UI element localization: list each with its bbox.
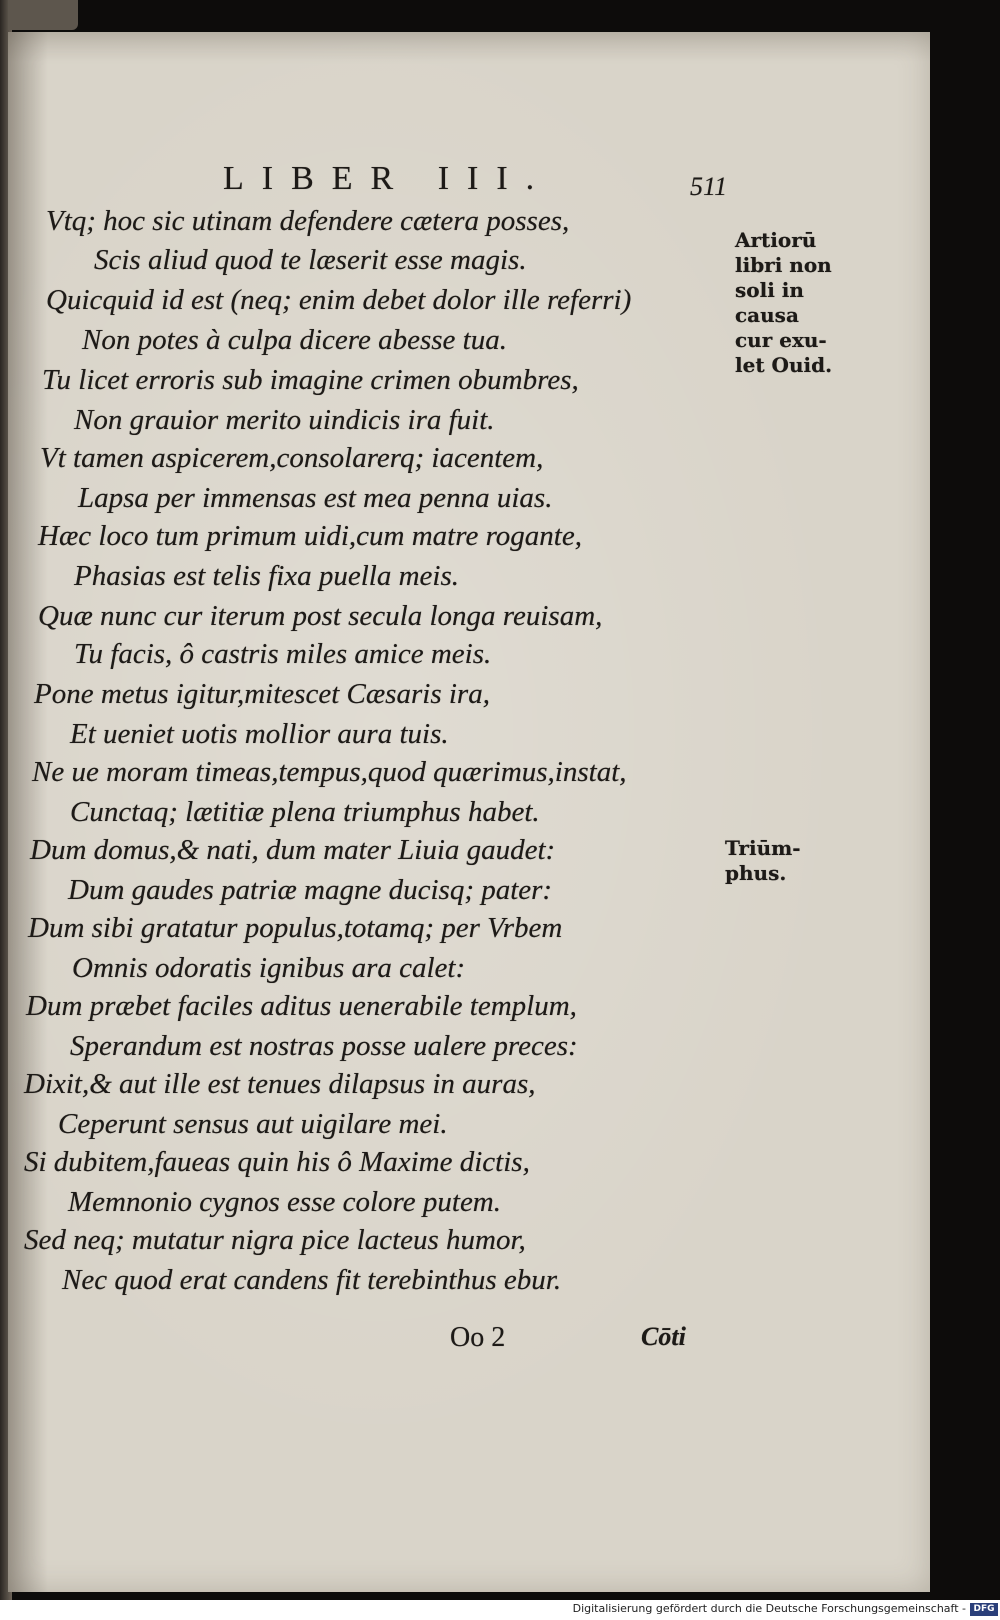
verse-line: Vtq; hoc sic utinam defendere cætera posses,: [46, 205, 570, 237]
verse-block: [8, 32, 708, 1352]
marginal-note-line: cur exu-: [735, 328, 827, 352]
verse-line: Dum domus,& nati, dum mater Liuia gaudet:: [30, 834, 556, 866]
verse-line: Vt tamen aspicerem,consolarerq; iacentem,: [40, 442, 544, 474]
verse-line: Scis aliud quod te læserit esse magis.: [94, 244, 527, 276]
verse-line: Pone metus igitur,mitescet Cæsaris ira,: [34, 678, 490, 710]
verse-line: Et ueniet uotis mollior aura tuis.: [70, 718, 449, 750]
verse-line: Dum præbet faciles aditus uenerabile templum,: [26, 990, 577, 1022]
verse-line: Memnonio cygnos esse colore putem.: [68, 1186, 502, 1218]
book-page: [8, 32, 930, 1592]
verse-line: Cunctaq; lætitiæ plena triumphus habet.: [70, 796, 540, 828]
verse-line: Non potes à culpa dicere abesse tua.: [82, 324, 507, 356]
folio-number: 511: [690, 172, 728, 201]
verse-line: Lapsa per immensas est mea penna uias.: [78, 482, 553, 514]
verse-line: Si dubitem,faueas quin his ô Maxime dictis,: [24, 1146, 530, 1178]
running-title: LIBER III.: [223, 160, 553, 197]
verse-line: Dum gaudes patriæ magne ducisq; pater:: [68, 874, 553, 906]
marginal-note-line: let Ouid.: [735, 353, 833, 377]
verse-line: Omnis odoratis ignibus ara calet:: [72, 952, 466, 984]
verse-line: Hæc loco tum primum uidi,cum matre rogante,: [38, 520, 582, 552]
verse-line: Dixit,& aut ille est tenues dilapsus in auras,: [24, 1068, 536, 1100]
catchword: Cōti: [641, 1322, 686, 1351]
marginal-note-line: libri non: [735, 253, 832, 277]
verse-line: Nec quod erat candens fit terebinthus ebur.: [62, 1264, 562, 1296]
verse-line: Ne ue moram timeas,tempus,quod quærimus,instat,: [32, 756, 627, 788]
marginal-note-line: causa: [735, 303, 799, 327]
marginal-note-line: Triūm-: [725, 836, 801, 860]
verse-line: Non grauior merito uindicis ira fuit.: [74, 404, 495, 436]
verse-line: Quicquid id est (neq; enim debet dolor ille referri): [46, 284, 632, 316]
verse-line: Quæ nunc cur iterum post secula longa reuisam,: [38, 600, 603, 632]
verse-line: Ceperunt sensus aut uigilare mei.: [58, 1108, 448, 1140]
verse-line: Sperandum est nostras posse ualere preces:: [70, 1030, 578, 1062]
verse-line: Tu licet erroris sub imagine crimen obumbres,: [42, 364, 579, 396]
marginal-note-artiorum: [735, 228, 832, 378]
marginal-note-triumphus: [725, 836, 801, 886]
signature-mark: Oo 2: [450, 1322, 506, 1353]
credit-bar: [0, 1600, 1000, 1620]
marginal-note-line: phus.: [725, 861, 787, 885]
dfg-credit-text: Digitalisierung gefördert durch die Deutsche Forschungsgemeinschaft -: [572, 1602, 966, 1615]
dfg-logo-icon: DFG: [970, 1603, 998, 1616]
verse-line: Dum sibi gratatur populus,totamq; per Vrbem: [28, 912, 563, 944]
verse-line: Sed neq; mutatur nigra pice lacteus humor,: [24, 1224, 526, 1256]
verse-line: Tu facis, ô castris miles amice meis.: [74, 638, 492, 670]
page-corner: [8, 0, 78, 30]
verse-line: Phasias est telis fixa puella meis.: [74, 560, 460, 592]
marginal-note-line: soli in: [735, 278, 804, 302]
marginal-note-line: Artiorū: [735, 228, 817, 252]
